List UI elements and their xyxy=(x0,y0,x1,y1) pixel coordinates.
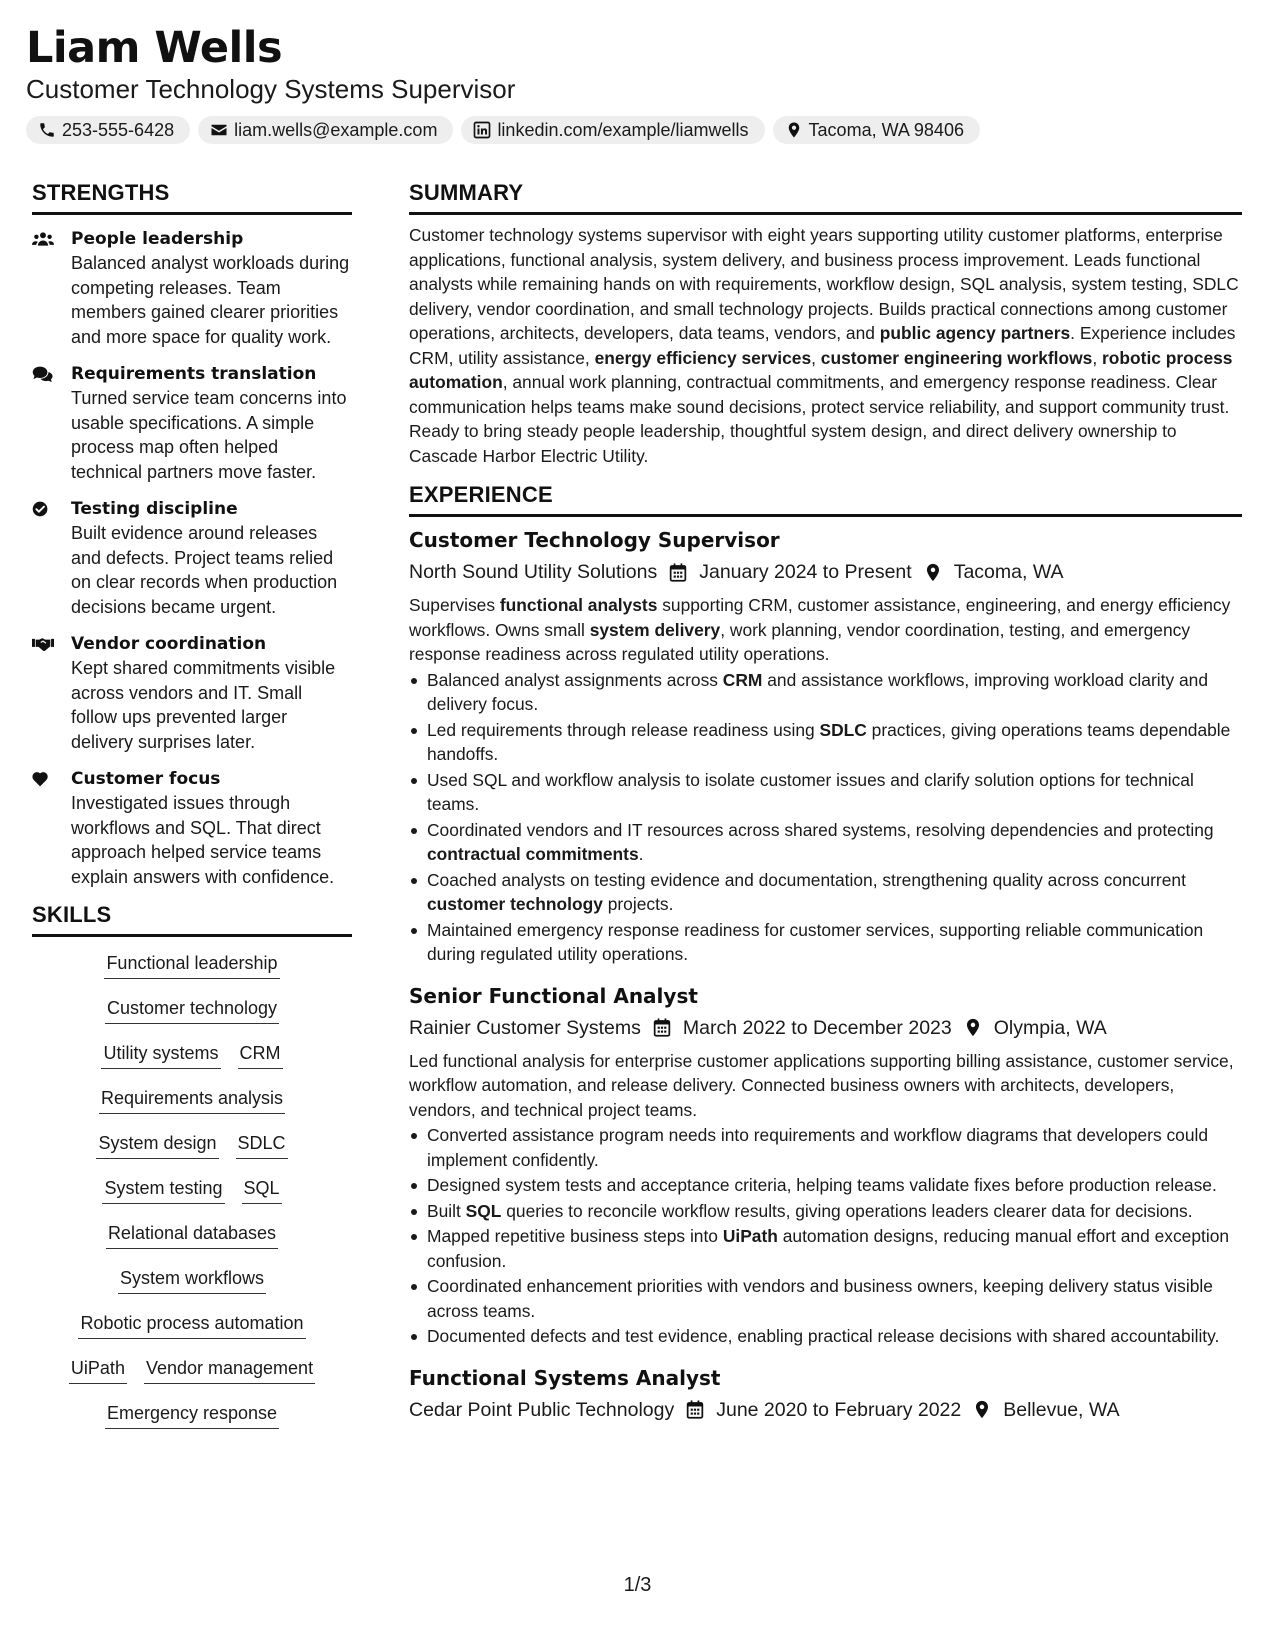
text-run: supporting CRM, customer assistance, engineering, and energy efficiency workflows. Owns small xyxy=(409,595,1231,640)
strength-item xyxy=(32,227,352,349)
contact-email[interactable] xyxy=(198,116,453,144)
skill-row xyxy=(32,1221,352,1266)
strengths-list xyxy=(32,227,352,889)
handshake-icon xyxy=(32,635,54,653)
text-run: , xyxy=(811,347,821,368)
location-pin-icon xyxy=(973,1400,991,1419)
skill-tag: SQL xyxy=(242,1176,282,1204)
text-run: Designed system tests and acceptance criteria, helping teams validate fixes before production release. xyxy=(427,1175,1217,1195)
strength-title: Vendor coordination xyxy=(71,634,267,654)
job-title: Customer Technology Supervisor xyxy=(409,528,780,552)
contact-phone[interactable] xyxy=(26,116,190,144)
skills-list xyxy=(32,951,352,1446)
skill-tag: Requirements analysis xyxy=(99,1086,285,1114)
summary-heading: SUMMARY xyxy=(409,180,1242,215)
skill-tag: Robotic process automation xyxy=(78,1311,305,1339)
text-run: queries to reconcile workflow results, giving operations leaders clearer data for decisions. xyxy=(501,1200,1193,1221)
text-run: Mapped repetitive business steps into xyxy=(427,1226,723,1246)
linkedin-icon xyxy=(473,121,491,139)
strength-desc: Kept shared commitments visible across vendors and IT. Small follow ups prevented larger delivery surprises later. xyxy=(71,658,336,752)
job-meta xyxy=(409,1013,1242,1043)
job-title: Functional Systems Analyst xyxy=(409,1365,721,1390)
candidate-name: Liam Wells xyxy=(26,23,283,73)
skill-tag: UiPath xyxy=(69,1356,127,1384)
skill-tag: System workflows xyxy=(118,1266,266,1294)
contact-location xyxy=(773,116,980,144)
location-pin-icon xyxy=(924,563,942,582)
strengths-heading: STRENGTHS xyxy=(32,180,352,215)
bullet-item xyxy=(409,918,1242,967)
text-run: . Experience includes CRM, utility assistance, xyxy=(409,323,1236,368)
job-entry xyxy=(409,981,1242,1349)
skill-row xyxy=(32,1311,352,1356)
resume-header xyxy=(26,22,1246,144)
experience-list xyxy=(409,525,1242,1425)
users-icon xyxy=(32,230,54,248)
job-meta xyxy=(409,557,1242,587)
experience-heading: EXPERIENCE xyxy=(409,482,1242,517)
skill-row xyxy=(32,1401,352,1446)
text-run: practices, giving operations teams dependable handoffs. xyxy=(427,719,1231,764)
skill-row xyxy=(32,996,352,1041)
contact-linkedin[interactable] xyxy=(461,116,764,144)
job-description xyxy=(409,593,1242,667)
job-dates: June 2020 to February 2022 xyxy=(716,1398,962,1421)
bullet-item xyxy=(409,818,1242,867)
job-dates: January 2024 to Present xyxy=(699,561,912,583)
contact-bar xyxy=(26,116,1246,144)
bold-text: energy efficiency services xyxy=(594,347,812,368)
bullet-item xyxy=(409,1274,1242,1323)
contact-linkedin-text: linkedin.com/example/liamwells xyxy=(497,119,749,140)
heart-icon xyxy=(32,770,54,788)
skills-heading: SKILLS xyxy=(32,902,352,937)
text-run: Built xyxy=(427,1200,466,1221)
bold-text: robotic process automation xyxy=(409,347,1233,392)
bold-text: public agency partners xyxy=(879,323,1071,343)
job-bullets xyxy=(409,1123,1242,1349)
strength-item xyxy=(32,497,352,619)
envelope-icon xyxy=(210,121,228,139)
skill-tag: System design xyxy=(96,1131,218,1159)
job-company: Cedar Point Public Technology xyxy=(409,1398,675,1421)
strength-desc: Balanced analyst workloads during competing releases. Team members gained clearer priorities and more space for quality work. xyxy=(71,253,350,347)
bullet-item xyxy=(409,1123,1242,1172)
bold-text: customer technology xyxy=(427,894,603,914)
job-location: Bellevue, WA xyxy=(1003,1398,1120,1421)
text-run: , annual work planning, contractual commitments, and emergency response readiness. Clear communication helps teams make sound decisions, protect service reliability, and support community trust. Ready to bring steady people leadership, thoughtful system design, and direct delivery ownership to Cascade Harbor Electric Utility. xyxy=(409,372,1230,466)
skill-tag: SDLC xyxy=(236,1131,288,1159)
bold-text: SDLC xyxy=(819,719,867,740)
contact-location-text: Tacoma, WA 98406 xyxy=(808,119,964,140)
bold-text: system delivery xyxy=(589,619,721,640)
bullet-item xyxy=(409,768,1242,817)
strength-title: Testing discipline xyxy=(71,499,238,519)
candidate-title: Customer Technology Systems Supervisor xyxy=(26,74,516,104)
bold-text: UiPath xyxy=(722,1226,778,1246)
contact-phone-text: 253-555-6428 xyxy=(62,119,175,140)
job-title: Senior Functional Analyst xyxy=(409,983,698,1008)
page-number: 1/3 xyxy=(623,1574,652,1596)
bold-text: customer engineering workflows xyxy=(820,347,1093,368)
job-location: Tacoma, WA xyxy=(953,561,1064,583)
text-run: Coached analysts on testing evidence and documentation, strengthening quality across concurrent xyxy=(427,869,1186,890)
phone-icon xyxy=(38,121,56,139)
job-dates: March 2022 to December 2023 xyxy=(682,1016,952,1039)
calendar-icon xyxy=(669,563,687,582)
skill-row xyxy=(32,1041,352,1086)
job-location: Olympia, WA xyxy=(993,1016,1107,1039)
location-pin-icon xyxy=(785,121,803,139)
skill-tag: CRM xyxy=(238,1041,283,1069)
job-company: North Sound Utility Solutions xyxy=(409,561,658,583)
skill-tag: Vendor management xyxy=(144,1356,315,1384)
strength-item xyxy=(32,767,352,889)
text-run: Led requirements through release readiness using xyxy=(427,719,820,740)
text-run: automation designs, reducing manual effort and exception confusion. xyxy=(427,1226,1230,1271)
text-run: Documented defects and test evidence, enabling practical release decisions with shared accountability. xyxy=(427,1326,1220,1346)
left-column xyxy=(32,180,352,1446)
calendar-icon xyxy=(686,1400,704,1419)
bullet-item xyxy=(409,1324,1242,1349)
skill-tag: Functional leadership xyxy=(104,951,279,979)
job-description xyxy=(409,1049,1242,1123)
check-circle-icon xyxy=(32,500,54,518)
text-run: , xyxy=(1092,347,1103,368)
job-company: Rainier Customer Systems xyxy=(409,1016,641,1039)
skill-tag: Customer technology xyxy=(105,996,279,1024)
text-run: and assistance workflows, improving workload clarity and delivery focus. xyxy=(427,669,1208,714)
bold-text: contractual commitments xyxy=(427,844,639,864)
strength-title: Customer focus xyxy=(71,769,221,789)
skill-row xyxy=(32,1131,352,1176)
text-run: . xyxy=(638,844,644,864)
text-run: Coordinated vendors and IT resources across shared systems, resolving dependencies and protecting xyxy=(427,819,1214,840)
bold-text: CRM xyxy=(722,669,763,690)
strength-title: People leadership xyxy=(71,229,244,249)
skill-row xyxy=(32,1086,352,1131)
text-run: Used SQL and workflow analysis to isolate customer issues and clarify solution options for technical teams. xyxy=(427,769,1194,814)
text-run: Converted assistance program needs into requirements and workflow diagrams that developers could implement confidently. xyxy=(427,1125,1209,1170)
job-entry xyxy=(409,1363,1242,1425)
text-run: Maintained emergency response readiness for customer services, supporting reliable communication during regulated utility operations. xyxy=(427,919,1204,964)
comments-icon xyxy=(32,365,54,383)
text-run: , work planning, vendor coordination, testing, and emergency response readiness across regulated utility operations. xyxy=(409,619,1191,664)
bullet-item xyxy=(409,868,1242,917)
strength-desc: Built evidence around releases and defects. Project teams relied on clear records when production decisions became urgent. xyxy=(71,523,338,617)
strength-title: Requirements translation xyxy=(71,364,317,384)
skill-tag: Utility systems xyxy=(101,1041,220,1069)
strength-item xyxy=(32,362,352,484)
strength-desc: Investigated issues through workflows and SQL. That direct approach helped service teams explain answers with confidence. xyxy=(71,793,335,887)
skill-row xyxy=(32,1356,352,1401)
text-run: Supervises xyxy=(409,595,500,615)
skill-tag: System testing xyxy=(102,1176,224,1204)
job-meta xyxy=(409,1395,1242,1425)
text-run: Balanced analyst assignments across xyxy=(427,669,723,690)
bullet-item xyxy=(409,1173,1242,1198)
skill-row xyxy=(32,951,352,996)
strength-desc: Turned service team concerns into usable specifications. A simple process map often helped technical partners move faster. xyxy=(71,388,347,482)
skill-tag: Relational databases xyxy=(106,1221,278,1249)
bold-text: functional analysts xyxy=(499,595,658,615)
calendar-icon xyxy=(653,1018,671,1037)
bullet-item xyxy=(409,1199,1242,1224)
location-pin-icon xyxy=(964,1018,982,1037)
text-run: Customer technology systems supervisor with eight years supporting utility customer platforms, enterprise applications, functional analysis, system delivery, and business process improvement. Leads functional analysts while remaining hands on with requirements, workflow design, SQL analysis, system testing, SDLC delivery, vendor coordination, and small technology projects. Builds practical connections among customer operations, architects, developers, data teams, vendors, and xyxy=(409,225,1239,343)
skill-row xyxy=(32,1176,352,1221)
bullet-item xyxy=(409,1224,1242,1273)
bold-text: SQL xyxy=(465,1200,502,1221)
skill-tag: Emergency response xyxy=(105,1401,279,1429)
text-run: Led functional analysis for enterprise customer applications supporting billing assistance, customer service, workflow automation, and release delivery. Connected business owners with architects, developers, vendors, and technical project teams. xyxy=(409,1050,1234,1120)
text-run: projects. xyxy=(602,894,674,914)
strength-item xyxy=(32,632,352,754)
bullet-item xyxy=(409,718,1242,767)
right-column xyxy=(409,180,1242,1425)
bullet-item xyxy=(409,668,1242,717)
contact-email-text: liam.wells@example.com xyxy=(234,119,438,140)
summary-text xyxy=(409,223,1242,468)
skill-row xyxy=(32,1266,352,1311)
text-run: Coordinated enhancement priorities with vendors and business owners, keeping delivery status visible across teams. xyxy=(427,1276,1213,1321)
job-bullets xyxy=(409,668,1242,967)
job-entry xyxy=(409,525,1242,967)
